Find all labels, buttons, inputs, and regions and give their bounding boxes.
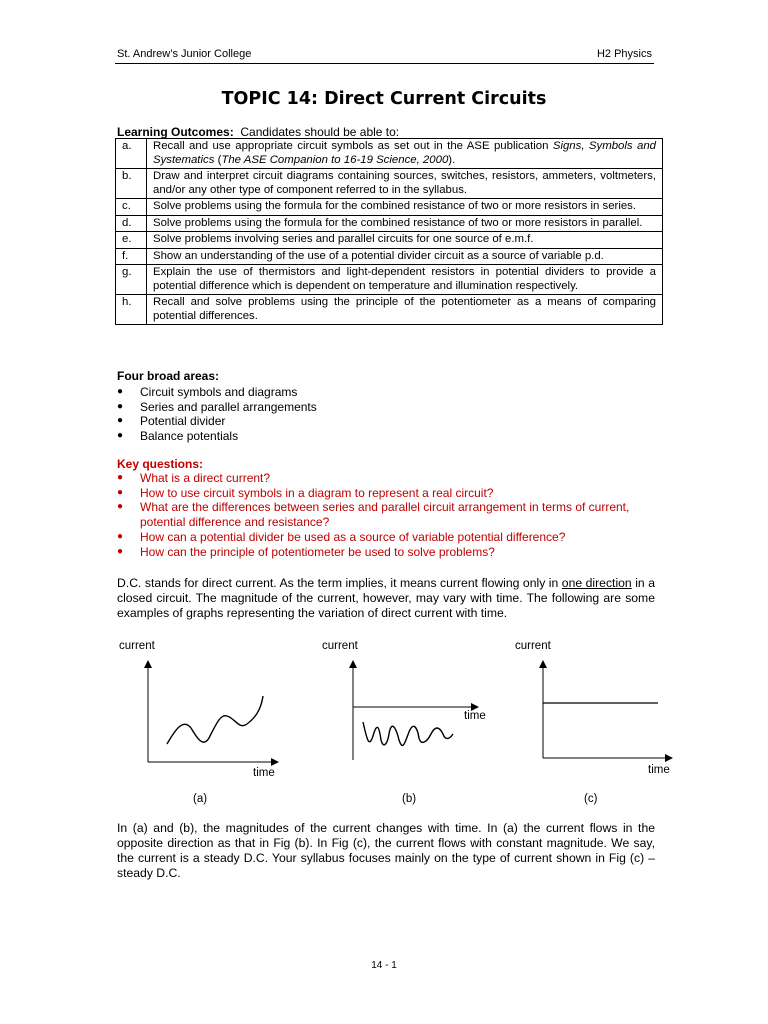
list-item: ● How can a potential divider be used as a source of variable potential difference? bbox=[117, 529, 566, 544]
list-item: ● How to use circuit symbols in a diagram to represent a real circuit? bbox=[117, 485, 494, 500]
outcome-text: Draw and interpret circuit diagrams containing sources, switches, resistors, ammeters, voltmeters, and/or any other type of component referred to in the syllabus. bbox=[147, 169, 663, 199]
broad-areas-heading: Four broad areas: bbox=[117, 369, 220, 383]
outcome-text: Solve problems using the formula for the combined resistance of two or more resistors in parallel. bbox=[147, 215, 663, 232]
page-number: 14 - 1 bbox=[371, 960, 397, 971]
graph-b-y-label: current bbox=[322, 640, 358, 652]
outcome-letter: e. bbox=[116, 232, 147, 249]
graph-a-x-label: time bbox=[253, 767, 275, 779]
list-item: ● What are the differences between series and parallel circuit arrangement in terms of current, potential difference and resistance? bbox=[117, 500, 630, 530]
bullet-icon: ● bbox=[117, 501, 124, 513]
table-row bbox=[116, 215, 663, 232]
outcome-letter: c. bbox=[116, 199, 147, 216]
closing-paragraph: In (a) and (b), the magnitudes of the current changes with time. In (a) the current flows in the opposite direction as that in Fig (b). In Fig (c), the current flows with constant magnitude. We say, the current is a steady D.C. Your syllabus focuses mainly on the type of current shown in Fig (c) – steady D.C. bbox=[117, 821, 655, 880]
intro-paragraph: D.C. stands for direct current. As the term implies, it means current flowing only in one direction in a closed circuit. The magnitude of the current, however, may vary with time. The following are some examples of graphs representing the variation of direct current with time. bbox=[117, 576, 655, 620]
list-item: ● Circuit symbols and diagrams bbox=[117, 385, 298, 399]
graph-a-caption: (a) bbox=[193, 793, 208, 805]
curve-varying bbox=[167, 696, 263, 744]
graph-a bbox=[135, 660, 285, 770]
table-row bbox=[116, 139, 663, 169]
graph-b-caption: (b) bbox=[402, 793, 417, 805]
outcome-letter: d. bbox=[116, 215, 147, 232]
table-row bbox=[116, 265, 663, 295]
bullet-icon: ● bbox=[117, 400, 124, 412]
outcome-letter: b. bbox=[116, 169, 147, 199]
key-questions-list bbox=[117, 471, 650, 559]
curve-varying-below-axis bbox=[363, 722, 453, 745]
list-item: ● Potential divider bbox=[117, 414, 226, 429]
learning-outcomes-heading bbox=[117, 125, 399, 139]
outcome-text: Recall and solve problems using the principle of the potentiometer as a means of comparing potential differences. bbox=[147, 295, 663, 325]
graph-a-y-label: current bbox=[119, 640, 155, 652]
graph-c-x-label: time bbox=[648, 764, 670, 776]
learning-outcomes-intro: Candidates should be able to: bbox=[240, 125, 400, 139]
header-college: St. Andrew’s Junior College bbox=[117, 48, 252, 60]
outcome-text: Recall and use appropriate circuit symbols as set out in the ASE publication Signs, Symbols and Systematics (The ASE Companion to 16-19 Science, 2000). bbox=[147, 139, 663, 169]
key-questions-heading: Key questions: bbox=[117, 457, 204, 471]
list-item: ● Balance potentials bbox=[117, 429, 239, 444]
bullet-icon: ● bbox=[117, 415, 124, 427]
underlined-term: one direction bbox=[561, 576, 632, 590]
table-row bbox=[116, 169, 663, 199]
learning-outcomes-label: Learning Outcomes: bbox=[117, 125, 234, 139]
list-item: ● What is a direct current? bbox=[117, 471, 271, 485]
list-item: ● How can the principle of potentiometer be used to solve problems? bbox=[117, 544, 495, 559]
bullet-icon: ● bbox=[117, 472, 124, 483]
list-item: ● Series and parallel arrangements bbox=[117, 399, 317, 414]
graph-c-y-label: current bbox=[515, 640, 551, 652]
broad-areas-list bbox=[117, 385, 650, 444]
outcome-letter: g. bbox=[116, 265, 147, 295]
bullet-icon: ● bbox=[117, 545, 124, 557]
table-row bbox=[116, 248, 663, 265]
bullet-icon: ● bbox=[117, 530, 124, 542]
graph-c bbox=[535, 660, 685, 770]
outcome-text: Explain the use of thermistors and light-dependent resistors in potential dividers to provide a potential difference which is dependent on temperature and illumination respectively. bbox=[147, 265, 663, 295]
table-row bbox=[116, 295, 663, 325]
bullet-icon: ● bbox=[117, 430, 124, 442]
outcome-text: Solve problems using the formula for the combined resistance of two or more resistors in series. bbox=[147, 199, 663, 216]
outcome-letter: h. bbox=[116, 295, 147, 325]
table-row bbox=[116, 199, 663, 216]
bullet-icon: ● bbox=[117, 486, 124, 498]
outcome-letter: f. bbox=[116, 248, 147, 265]
outcome-letter: a. bbox=[116, 139, 147, 169]
bullet-icon: ● bbox=[117, 386, 124, 397]
graph-c-caption: (c) bbox=[584, 793, 598, 805]
outcome-text: Show an understanding of the use of a potential divider circuit as a source of variable p.d. bbox=[147, 248, 663, 265]
outcome-text: Solve problems involving series and parallel circuits for one source of e.m.f. bbox=[147, 232, 663, 249]
page-title: TOPIC 14: Direct Current Circuits bbox=[221, 89, 547, 109]
graph-b-x-label: time bbox=[464, 710, 486, 722]
header-rule bbox=[115, 63, 654, 64]
header-subject: H2 Physics bbox=[596, 48, 652, 60]
table-row bbox=[116, 232, 663, 249]
learning-outcomes-table bbox=[115, 138, 663, 325]
